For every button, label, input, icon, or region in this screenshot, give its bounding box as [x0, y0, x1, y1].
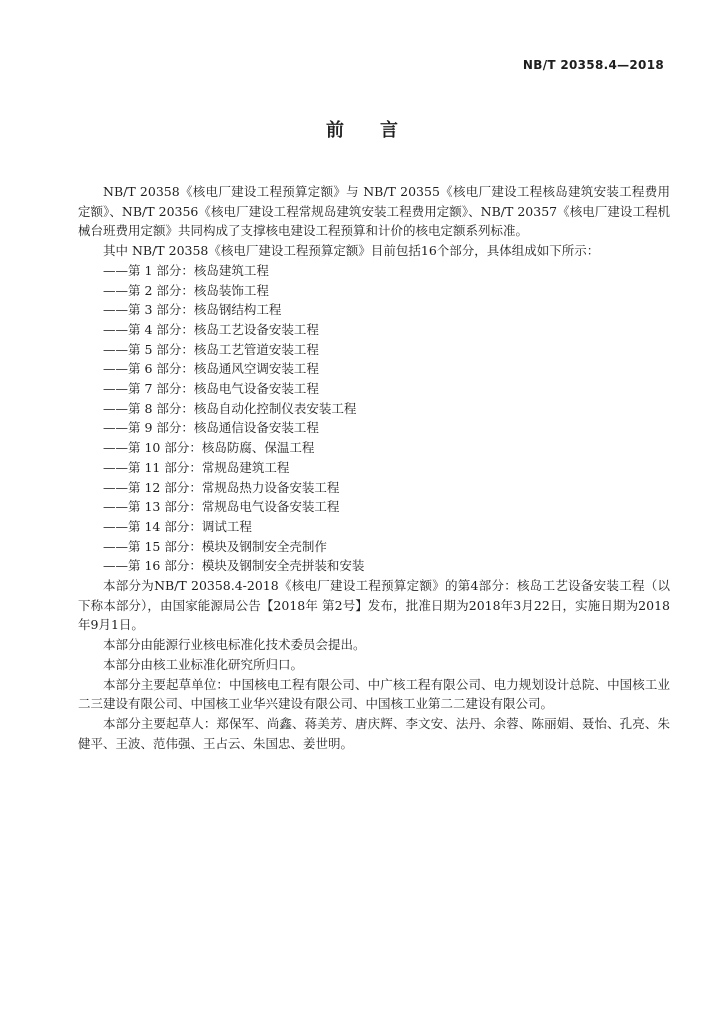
list-item: ——第 10 部分：核岛防腐、保温工程 [103, 440, 315, 456]
list-item: ——第 14 部分：调试工程 [103, 518, 252, 534]
administrator-paragraph: 本部分由核工业标准化研究所归口。 [103, 656, 304, 672]
standard-code-header: NB/T 20358.4—2018 [522, 58, 664, 72]
list-item: ——第 5 部分：核岛工艺管道安装工程 [103, 341, 319, 357]
parts-list [78, 261, 670, 576]
publication-paragraph: 本部分为NB/T 20358.4-2018《核电厂建设工程预算定额》的第4部分：核岛工艺设备安装工程（以下称本部分），由国家能源局公告【2018年 第2号】发布，批准日期为2018年3月22日，实施日期为2018年9月1日。 [78, 578, 670, 633]
list-item: ——第 2 部分：核岛装饰工程 [103, 282, 269, 298]
list-item: ——第 16 部分：模块及钢制安全壳拼装和安装 [103, 558, 365, 574]
list-item: ——第 8 部分：核岛自动化控制仪表安装工程 [103, 400, 357, 416]
list-item: ——第 4 部分：核岛工艺设备安装工程 [103, 321, 319, 337]
list-item: ——第 7 部分：核岛电气设备安装工程 [103, 381, 319, 397]
proposer-paragraph: 本部分由能源行业核电标准化技术委员会提出。 [103, 637, 366, 653]
list-item: ——第 12 部分：常规岛热力设备安装工程 [103, 479, 340, 495]
intro-paragraph: NB/T 20358《核电厂建设工程预算定额》与 NB/T 20355《核电厂建设工程核岛建筑安装工程费用定额》、NB/T 20356《核电厂建设工程常规岛建筑安装工程费用定额》、NB/T 20357《核电厂建设工程机械台班费用定额》共同构成了支撑核电建设工程预算和计价的核电定额系列标准。 [78, 184, 670, 239]
list-item: ——第 11 部分：常规岛建筑工程 [103, 459, 290, 475]
list-item: ——第 1 部分：核岛建筑工程 [103, 262, 269, 278]
drafting-units-paragraph: 本部分主要起草单位：中国核电工程有限公司、中广核工程有限公司、电力规划设计总院、中国核工业二三建设有限公司、中国核工业华兴建设有限公司、中国核工业第二二建设有限公司。 [78, 676, 670, 712]
list-item: ——第 3 部分：核岛钢结构工程 [103, 302, 282, 318]
list-item: ——第 13 部分：常规岛电气设备安装工程 [103, 499, 340, 515]
list-item: ——第 6 部分：核岛通风空调安装工程 [103, 361, 319, 377]
foreword-body [78, 182, 670, 753]
list-item: ——第 15 部分：模块及钢制安全壳制作 [103, 538, 327, 554]
drafters-paragraph: 本部分主要起草人：郑保军、尚鑫、蒋美芳、唐庆辉、李文安、法丹、余蓉、陈丽娟、聂怡、孔亮、朱健平、王波、范伟强、王占云、朱国忠、姜世明。 [78, 715, 670, 751]
list-item: ——第 9 部分：核岛通信设备安装工程 [103, 420, 319, 436]
page-title: 前 言 [326, 120, 398, 141]
intro-paragraph: 其中 NB/T 20358《核电厂建设工程预算定额》目前包括16个部分，具体组成如下所示： [103, 243, 600, 259]
